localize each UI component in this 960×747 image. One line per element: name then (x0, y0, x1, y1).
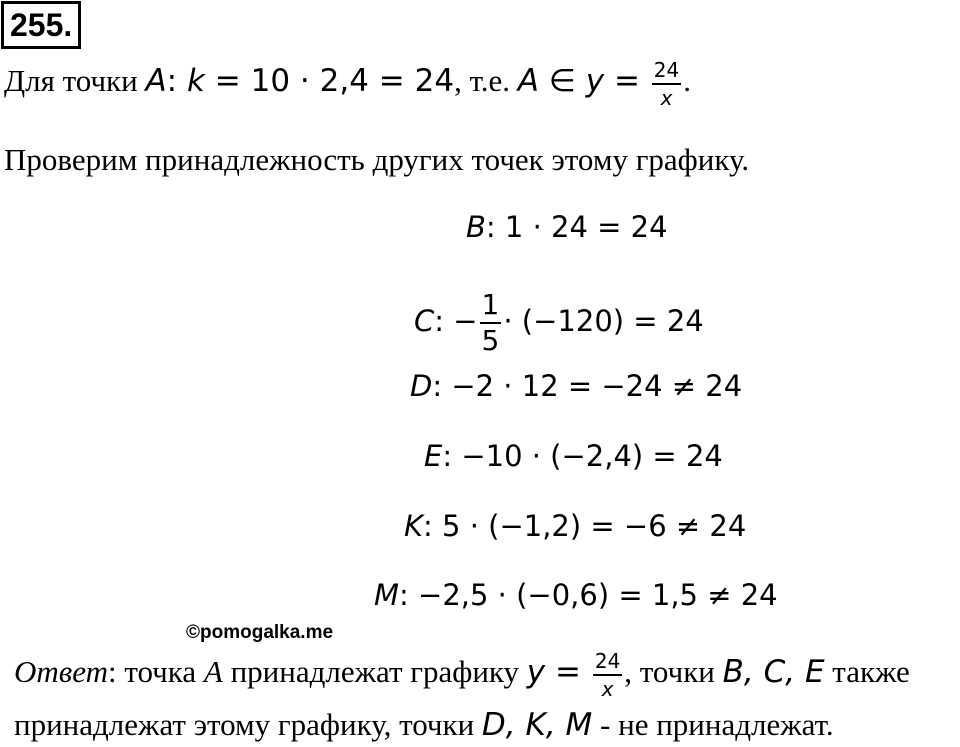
intro-point-a2: A (517, 63, 540, 99)
calc-m-label: M (374, 578, 400, 612)
intro-line (4, 52, 691, 110)
answer-line-1 (14, 646, 910, 699)
answer-fraction-den: x (593, 674, 622, 699)
calc-b (466, 207, 668, 247)
answer-word: Ответ (14, 654, 108, 689)
intro-y: y (585, 63, 605, 99)
intro-calc: = 10 · 2,4 = 24 (204, 63, 455, 99)
calc-c-fraction (480, 288, 502, 357)
calc-c-sep: : − (434, 304, 478, 338)
calc-k (404, 506, 746, 546)
intro-fraction (652, 57, 681, 110)
calc-m (374, 575, 778, 615)
intro-belongs: ∈ (539, 63, 586, 99)
answer-text3: также (824, 654, 910, 689)
intro-te: , т.е. (454, 63, 518, 98)
answer-fraction-num: 24 (594, 648, 621, 673)
calc-d-expr: : −2 · 12 = −24 ≠ 24 (432, 369, 743, 403)
answer-line2-start: принадлежат этому графику, точки (14, 707, 482, 742)
answer-text2: , точки (624, 654, 723, 689)
intro-colon: : (166, 63, 187, 99)
watermark: ©pomogalka.me (186, 622, 334, 643)
calc-e-expr: : −10 · (−2,4) = 24 (442, 439, 723, 473)
check-sentence: Проверим принадлежность других точек этому графику. (4, 142, 750, 177)
calc-b-expr: : 1 · 24 = 24 (485, 210, 668, 244)
intro-eq: = (604, 63, 650, 99)
intro-prefix: Для точки (4, 63, 146, 98)
answer-points-no: D, K, M (481, 707, 593, 743)
calc-d-label: D (410, 369, 433, 403)
calc-e (424, 436, 723, 476)
answer-colon: : точка (107, 654, 204, 689)
calc-k-label: K (404, 509, 424, 543)
answer-line2-end: - не принадлежат. (592, 707, 834, 742)
problem-number: 255. (1, 1, 81, 49)
answer-fraction (593, 648, 622, 701)
calc-b-label: B (466, 210, 486, 244)
calc-c (414, 282, 704, 360)
answer-eq: = (545, 654, 591, 690)
answer-text1: принадлежат графику (222, 654, 527, 689)
answer-points-yes: B, C, E (722, 654, 825, 690)
calc-m-expr: : −2,5 · (−0,6) = 1,5 ≠ 24 (399, 578, 778, 612)
calc-e-label: E (424, 439, 443, 473)
intro-period: . (683, 63, 691, 98)
calc-c-fraction-den: 5 (481, 324, 500, 357)
calc-c-fraction-num: 1 (481, 288, 500, 321)
intro-k: k (186, 63, 205, 99)
answer-point-a: A (203, 654, 223, 689)
intro-fraction-den: x (652, 83, 681, 108)
answer-y: y (526, 654, 546, 690)
calc-d (410, 366, 742, 406)
calc-c-rest: · (−120) = 24 (503, 304, 704, 338)
calc-k-expr: : 5 · (−1,2) = −6 ≠ 24 (423, 509, 747, 543)
intro-fraction-num: 24 (653, 57, 680, 82)
intro-point-a: A (145, 63, 167, 99)
answer-line-2 (14, 705, 834, 745)
calc-c-label: C (414, 304, 435, 338)
